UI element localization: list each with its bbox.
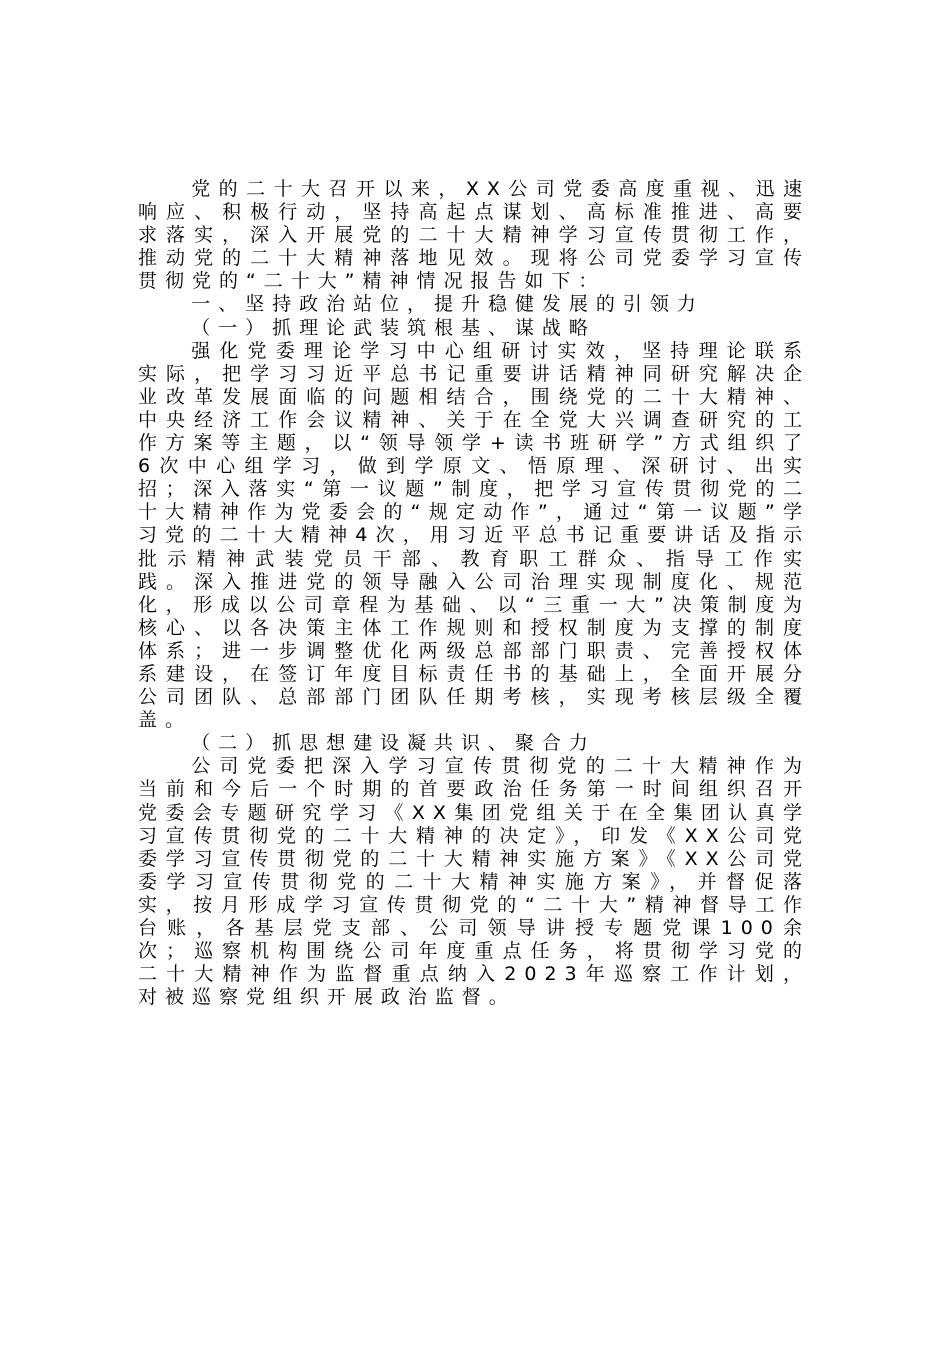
subsection-1-heading: （一）抓理论武装筑根基、谋战略 (191, 316, 596, 339)
subsection-1-body: 强化党委理论学习中心组研讨实效，坚持理论联系实际，把学习习近平总书记重要讲话精神同研究解决企业改革发展面临的问题相结合，围绕党的二十大精神、中央经济工作会议精神、关于在全党大兴调查研究的工作方案等主题，以“领导领学+读书班研学”方式组织了6次中心组学习，做到学原文、悟原理、深研讨、出实招；深入落实“第一议题”制度，把学习宣传贯彻党的二十大精神作为党委会的“规定动作”，通过“第一议题”学习党的二十大精神4次，用习近平总书记重要讲话及指示批示精神武装党员干部、教育职工群众、指导工作实践。深入推进党的领导融入公司治理实现制度化、规范化，形成以公司章程为基础、以“三重一大”决策制度为核心、以各决策主体工作规则和授权制度为支撑的制度体系；进一步调整优化两级总部部门职责、完善授权体系建设，在签订年度目标责任书的基础上，全面开展分公司团队、总部部门团队任期考核，实现考核层级全覆盖。 (138, 339, 810, 732)
subsection-2-body: 公司党委把深入学习宣传贯彻党的二十大精神作为当前和今后一个时期的首要政治任务第一时间组织召开党委会专题研究学习《XX集团党组关于在全集团认真学习宣传贯彻党的二十大精神的决定》，印发《XX公司党委学习宣传贯彻党的二十大精神实施方案》《XX公司党委学习宣传贯彻党的二十大精神实施方案》，并督促落实，按月形成学习宣传贯彻党的“二十大”精神督导工作台账，各基层党支部、公司领导讲授专题党课100余次；巡察机构围绕公司年度重点任务，将贯彻学习党的二十大精神作为监督重点纳入2023年巡察工作计划，对被巡察党组织开展政治监督。 (138, 755, 810, 1009)
subsection-2-heading: （二）抓思想建设凝共识、聚合力 (191, 732, 596, 755)
document-page (138, 178, 810, 1009)
section-1-heading: 一、坚持政治站位，提升稳健发展的引领力 (191, 293, 704, 316)
intro-paragraph: 党的二十大召开以来，XX公司党委高度重视、迅速响应、积极行动，坚持高起点谋划、高标准推进、高要求落实，深入开展党的二十大精神学习宣传贯彻工作，推动党的二十大精神落地见效。现将公司党委学习宣传贯彻党的“二十大”精神情况报告如下： (138, 178, 810, 293)
